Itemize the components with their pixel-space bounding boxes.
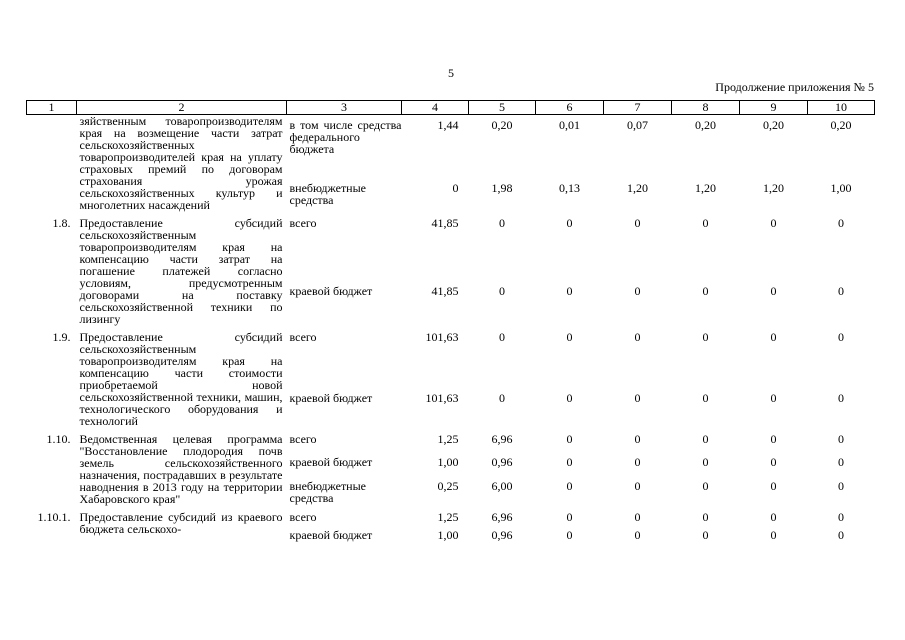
row-number: 1.8. [52, 216, 71, 230]
value-cell: 0 [770, 455, 777, 470]
table-row [27, 511, 875, 529]
value-cell: 0 [566, 216, 573, 230]
value-cell: 0 [634, 455, 641, 470]
header-cell: 10 [808, 101, 875, 115]
header-row [27, 101, 875, 115]
value-cell: 0 [499, 391, 505, 406]
header-cell: 2 [77, 101, 287, 115]
funding-source: краевой бюджет [289, 391, 373, 406]
value-cell: 0 [838, 391, 844, 406]
header-cell: 8 [672, 101, 740, 115]
row-description: Предоставление субсидий из краевого бюджета сельскохо- [79, 510, 283, 536]
value-cell: 0 [838, 432, 844, 446]
value-cell: 0 [566, 284, 573, 299]
value-cell: 0 [702, 216, 709, 230]
value-cell: 1,00 [830, 181, 852, 196]
value-cell: 0 [702, 391, 709, 406]
row-number [27, 115, 77, 218]
value-cell: 0,96 [491, 455, 513, 470]
row-description: Ведомственная целевая программа "Восстановление плодородия почв земель сельскохозяйственного назначения, пострадавших в результате наводнения в 2013 году на территории Хабаровского края" [79, 432, 283, 506]
value-cell: 0 [634, 284, 641, 299]
funding-source: внебюджетные средства [289, 478, 366, 505]
value-cell: 0 [566, 510, 573, 524]
value-cell: 0,20 [491, 118, 513, 132]
value-cell: 0 [838, 330, 844, 344]
value-cell: 6,96 [491, 432, 513, 446]
continuation-label: Продолжение приложения № 5 [715, 80, 874, 94]
funding-source: всего [289, 510, 317, 524]
header-cell: 4 [402, 101, 469, 115]
value-cell: 0 [702, 478, 709, 493]
row-description: зяйственным товаропроизводителям края на возмещение части затрат сельскохозяйственных товаропроизводителей края на уплату страховых премий по договорам страхования урожая сельскохозяйственных культур и многолетних насаждений [79, 114, 283, 212]
value-cell: 41,85 [431, 216, 459, 230]
value-cell: 0 [566, 478, 573, 493]
header-cell: 3 [287, 101, 402, 115]
value-cell: 0,07 [627, 118, 648, 132]
value-cell: 0 [702, 330, 709, 344]
page-number: 5 [448, 66, 454, 80]
row-description: Предоставление субсидий сельскохозяйственным товаропроизводителям края на компенсацию части затрат на погашение платежей согласно условиям, предусмотренным договорами на поставку сельскохозяйственной техники по лизингу [79, 216, 283, 326]
value-cell: 0 [838, 284, 844, 299]
value-cell: 0 [770, 510, 777, 524]
value-cell: 0 [770, 478, 777, 493]
value-cell: 1,20 [695, 181, 716, 196]
value-cell: 0 [634, 528, 641, 542]
value-cell: 0 [838, 478, 844, 493]
value-cell: 1,00 [437, 455, 459, 470]
value-cell: 0 [770, 216, 777, 230]
value-cell: 0,25 [437, 478, 459, 493]
value-cell: 0 [634, 432, 641, 446]
header-cell: 5 [469, 101, 536, 115]
row-description: Предоставление субсидий сельскохозяйственным товаропроизводителям края на компенсацию части стоимости приобретаемой новой сельскохозяйственной техники, машин, технологического оборудования и технологий [79, 330, 283, 428]
value-cell: 0 [838, 528, 844, 542]
value-cell: 0 [566, 391, 573, 406]
value-cell: 0 [499, 216, 505, 230]
value-cell: 0 [566, 330, 573, 344]
budget-table [26, 100, 875, 541]
row-number: 1.9. [52, 330, 71, 344]
value-cell: 0 [770, 284, 777, 299]
value-cell: 1,20 [627, 181, 648, 196]
value-cell: 0 [634, 216, 641, 230]
funding-source: краевой бюджет [289, 528, 373, 542]
header-cell: 9 [740, 101, 808, 115]
table-body [27, 115, 875, 542]
funding-source: краевой бюджет [289, 284, 373, 299]
header-cell: 7 [604, 101, 672, 115]
funding-source: краевой бюджет [289, 455, 373, 470]
value-cell: 0,01 [559, 118, 580, 132]
value-cell: 0,20 [763, 118, 784, 132]
value-cell: 0,20 [695, 118, 716, 132]
table-row [27, 115, 875, 183]
value-cell: 0 [702, 455, 709, 470]
value-cell: 0,13 [559, 181, 580, 196]
value-cell: 0 [770, 391, 777, 406]
funding-source: всего [289, 330, 317, 344]
value-cell: 6,00 [491, 478, 513, 493]
value-cell: 0 [634, 330, 641, 344]
value-cell: 0,20 [830, 118, 852, 132]
value-cell: 1,20 [763, 181, 784, 196]
value-cell: 0 [702, 528, 709, 542]
table-row [27, 217, 875, 285]
value-cell: 0 [838, 510, 844, 524]
value-cell: 0,96 [491, 528, 513, 542]
header-cell: 1 [27, 101, 77, 115]
value-cell: 0 [499, 284, 505, 299]
table-row [27, 433, 875, 456]
value-cell: 1,25 [437, 432, 459, 446]
value-cell: 101,63 [425, 391, 459, 406]
value-cell: 1,98 [491, 181, 513, 196]
row-number: 1.10. [46, 432, 71, 446]
value-cell: 101,63 [425, 330, 459, 344]
value-cell: 0 [838, 216, 844, 230]
value-cell: 0 [634, 478, 641, 493]
value-cell: 0 [566, 432, 573, 446]
value-cell: 0 [634, 391, 641, 406]
value-cell: 6,96 [491, 510, 513, 524]
value-cell: 0 [499, 330, 505, 344]
table-row [27, 331, 875, 392]
value-cell: 0 [566, 528, 573, 542]
value-cell: 0 [452, 181, 459, 196]
funding-source: всего [289, 216, 317, 230]
value-cell: 0 [770, 528, 777, 542]
value-cell: 1,44 [437, 118, 459, 132]
value-cell: 0 [634, 510, 641, 524]
value-cell: 0 [566, 455, 573, 470]
value-cell: 0 [770, 432, 777, 446]
header-cell: 6 [536, 101, 604, 115]
funding-source: внебюджетные средства [289, 181, 366, 208]
funding-source: всего [289, 432, 317, 446]
value-cell: 0 [702, 432, 709, 446]
value-cell: 0 [702, 510, 709, 524]
value-cell: 0 [838, 455, 844, 470]
value-cell: 0 [770, 330, 777, 344]
row-number: 1.10.1. [37, 510, 71, 524]
value-cell: 1,25 [437, 510, 459, 524]
value-cell: 0 [702, 284, 709, 299]
funding-source: в том числе средства федерального бюджета [289, 118, 402, 156]
value-cell: 41,85 [431, 284, 459, 299]
value-cell: 1,00 [437, 528, 459, 542]
